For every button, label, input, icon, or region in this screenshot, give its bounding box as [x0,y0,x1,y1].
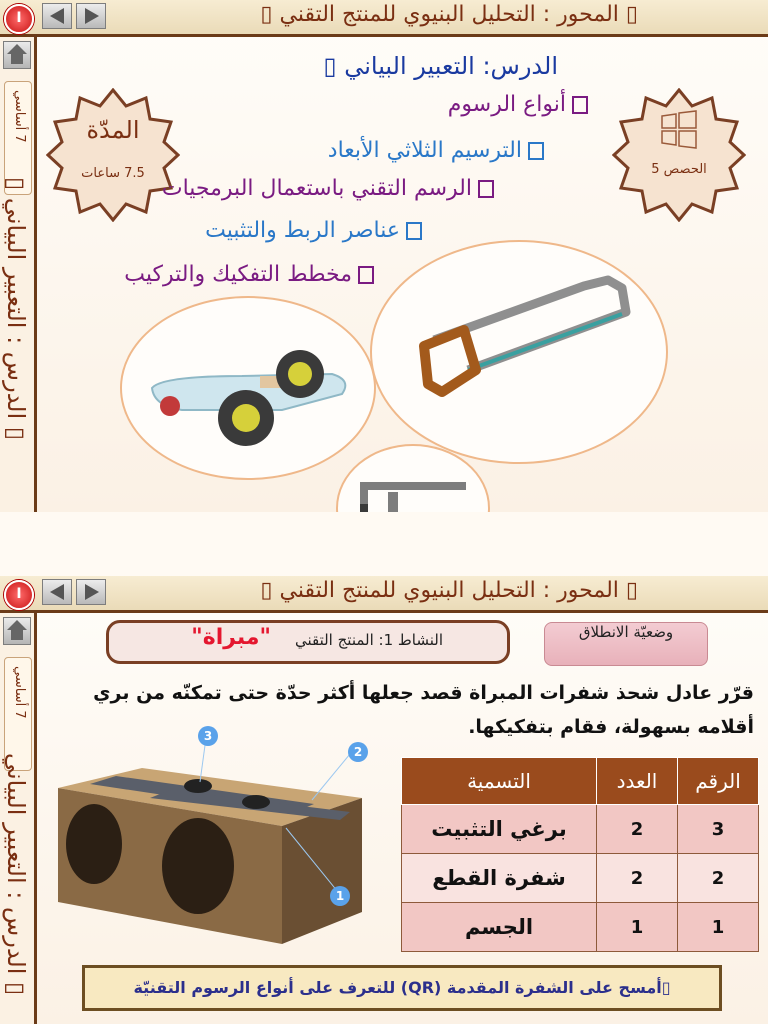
power-icon[interactable]: I [4,4,34,34]
parts-table [401,757,759,952]
star-shape-icon [612,88,746,222]
header-bar [0,576,768,613]
checkbox-icon [572,96,588,114]
situation-button[interactable]: وضعيّة الانطلاق [544,622,708,666]
hacksaw-image [370,240,668,464]
sidebar [0,613,37,1024]
cell-name: الجسم [402,903,597,952]
clamp-image [336,444,490,512]
activity-banner [106,620,510,664]
home-icon[interactable] [3,617,31,645]
cell-number: 1 [678,903,759,952]
sidebar [0,37,37,512]
sharpener-image [50,726,370,946]
header-bar [0,0,768,37]
table-row [402,903,759,952]
home-icon[interactable] [3,41,31,69]
sidebar-lesson-title: ▯ الدرس : التعبير البياني ▯ [2,177,30,441]
topic-item: عناصر الربط والتثبيت [205,218,422,243]
duration-label: المدّة [86,116,140,144]
duration-value: 7.5 ساعات [81,166,145,181]
callout-1: 1 [330,886,350,906]
slide-2 [0,576,768,1024]
column-header: التسمية [402,758,597,805]
header-title: ▯ المحور : التحليل البنيوي للمنتج التقني ▯ [260,2,638,27]
callout-3: 3 [198,726,218,746]
topic-item: أنواع الرسوم [448,92,588,117]
column-header: الرقم [678,758,759,805]
level-text: 7 أساسي [12,666,27,719]
table-header-row [402,758,759,805]
topic-item: مخطط التفكيك والتركيب [124,262,374,287]
cell-count: 1 [597,903,678,952]
topic-item: الرسم التقني باستعمال البرمجيات [162,176,494,201]
sessions-badge [612,88,746,222]
header-title: ▯ المحور : التحليل البنيوي للمنتج التقني ▯ [260,578,638,603]
star-shape-icon [46,88,180,222]
cell-name: برغي التثبيت [402,805,597,854]
slide-gap [0,512,768,576]
cell-count: 2 [597,854,678,903]
duration-badge [46,88,180,222]
next-arrow-icon[interactable] [76,579,106,605]
topic-item: الترسيم الثلاثي الأبعاد [328,138,544,163]
cell-count: 2 [597,805,678,854]
table-row [402,854,759,903]
checkbox-icon [406,222,422,240]
prev-arrow-icon[interactable] [42,579,72,605]
next-arrow-icon[interactable] [76,3,106,29]
intro-paragraph: قرّر عادل شحذ شفرات المبراة قصد جعلها أكثر حدّة حتى تمكنّه من بري أقلامه بسهولة، فقام بتفكيكها. [93,682,754,738]
power-icon[interactable]: I [4,580,34,610]
column-header: العدد [597,758,678,805]
table-row [402,805,759,854]
cell-name: شفرة القطع [402,854,597,903]
checkbox-icon [528,142,544,160]
cell-number: 3 [678,805,759,854]
checkbox-icon [478,180,494,198]
qr-instruction[interactable]: ▯أمسح على الشفرة المقدمة (QR) للتعرف على أنواع الرسوم التقنيّة [82,965,722,1011]
callout-2: 2 [348,742,368,762]
sessions-label: الحصص 5 [651,162,707,177]
cell-number: 2 [678,854,759,903]
prev-arrow-icon[interactable] [42,3,72,29]
level-text: 7 أساسي [12,90,27,143]
activity-label: النشاط 1: المنتج التقني [294,631,443,649]
sidebar-lesson-title: ▯ الدرس : التعبير البياني [2,753,30,996]
activity-product: "مبراة" [191,625,271,650]
lesson-title: الدرس: التعبير البياني ▯ [323,52,558,80]
